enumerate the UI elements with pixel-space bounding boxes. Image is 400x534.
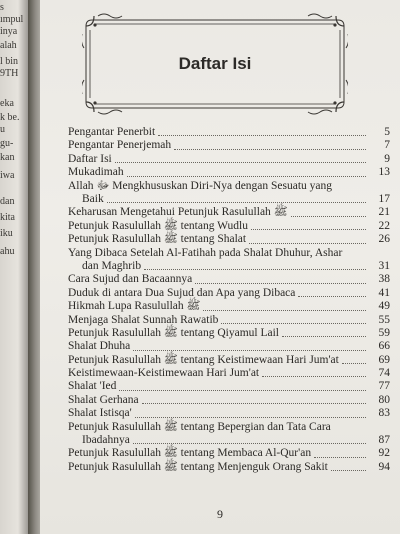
toc-entry-title: Menjaga Shalat Sunnah Rawatib xyxy=(68,313,219,326)
toc-entry-title: Shalat 'Ied xyxy=(68,380,117,393)
toc-entry-page: 83 xyxy=(378,407,390,420)
leader-dots xyxy=(298,296,366,297)
toc-entry-title: Yang Dibaca Setelah Al-Fatihah pada Shalat Dhuhur, Ashar xyxy=(68,246,343,259)
toc-entry-page: 94 xyxy=(378,460,390,473)
page-number: 9 xyxy=(217,507,223,521)
toc-entry[interactable] xyxy=(68,273,390,286)
toc-entry[interactable] xyxy=(68,247,390,274)
toc-entry-page: 49 xyxy=(378,300,390,313)
toc-entry-page: 5 xyxy=(384,126,390,138)
leader-dots xyxy=(331,470,366,471)
leader-dots xyxy=(195,283,366,284)
toc-entry-page: 38 xyxy=(378,273,390,286)
toc-entry-title: Petunjuk Rasulullah ﷺ tentang Membaca Al-Qur'an xyxy=(68,447,312,460)
toc-entry-page: 74 xyxy=(378,367,390,380)
left-page-text-fragment: gu- xyxy=(0,138,14,149)
table-of-contents xyxy=(68,126,390,474)
left-page-text-fragment: dan xyxy=(0,196,15,207)
toc-entry-page: 80 xyxy=(378,393,390,406)
leader-dots xyxy=(158,135,366,136)
left-page-text-fragment: 9TH xyxy=(0,68,19,79)
left-page-text-fragment: kan xyxy=(0,152,15,163)
toc-entry-title: Cara Sujud dan Bacaannya xyxy=(68,273,193,286)
left-page-text-fragment: kita xyxy=(0,212,15,223)
leader-dots xyxy=(133,443,366,444)
left-page-text-fragment: ahu xyxy=(0,246,15,257)
toc-entry-title: Daftar Isi xyxy=(68,152,112,165)
leader-dots xyxy=(127,176,366,177)
leader-dots xyxy=(203,310,366,311)
toc-entry-title: Hikmah Lupa Rasulullah ﷺ xyxy=(68,300,201,313)
leader-dots xyxy=(142,403,366,404)
toc-entry[interactable] xyxy=(68,300,390,313)
leader-dots xyxy=(342,363,366,364)
leader-dots xyxy=(262,376,366,377)
left-page-text-fragment: s xyxy=(0,2,4,13)
toc-entry-page: 69 xyxy=(378,353,390,366)
leader-dots xyxy=(144,269,366,270)
toc-entry-page: 26 xyxy=(378,233,390,246)
toc-entry-title: Keistimewaan-Keistimewaan Hari Jum'at xyxy=(68,367,260,380)
toc-entry[interactable] xyxy=(68,327,390,340)
left-page-text-fragment: eka xyxy=(0,98,14,109)
toc-entry-title: Pengantar Penerbit xyxy=(68,126,156,138)
leader-dots xyxy=(133,350,366,351)
page-title: Daftar Isi xyxy=(178,54,252,73)
toc-entry[interactable] xyxy=(68,206,390,219)
toc-entry-title: Duduk di antara Dua Sujud dan Apa yang Dibaca xyxy=(68,286,296,299)
leader-dots xyxy=(314,457,366,458)
toc-entry-title: Petunjuk Rasulullah ﷺ tentang Keistimewaan Hari Jum'at xyxy=(68,353,339,366)
left-page-text-fragment: iku xyxy=(0,228,13,239)
toc-entry-title-continued: Baik xyxy=(82,192,104,205)
toc-entry[interactable] xyxy=(68,287,390,300)
toc-entry[interactable] xyxy=(68,126,390,139)
toc-entry-title: Allah ﷻ Mengkhususkan Diri-Nya dengan Sesuatu yang xyxy=(68,179,333,192)
toc-entry[interactable] xyxy=(68,407,390,420)
toc-entry-title: Petunjuk Rasulullah ﷺ tentang Qiyamul Lail xyxy=(68,326,279,339)
toc-entry-page: 9 xyxy=(384,152,390,165)
toc-entry-title: Petunjuk Rasulullah ﷺ tentang Menjenguk Orang Sakit xyxy=(68,460,328,473)
leader-dots xyxy=(249,243,366,244)
toc-entry[interactable] xyxy=(68,139,390,152)
toc-entry[interactable] xyxy=(68,394,390,407)
leader-dots xyxy=(135,417,366,418)
toc-entry-title: Petunjuk Rasulullah ﷺ tentang Bepergian dan Tata Cara xyxy=(68,420,331,433)
leader-dots xyxy=(251,229,366,230)
leader-dots xyxy=(174,149,366,150)
toc-entry[interactable] xyxy=(68,233,390,246)
toc-entry[interactable] xyxy=(68,367,390,380)
left-page-text-fragment: iwa xyxy=(0,170,15,181)
left-page-text-fragment: inya xyxy=(0,26,18,37)
toc-entry-page: 87 xyxy=(378,434,390,447)
left-page-text-fragment: ımpul xyxy=(0,14,24,25)
toc-entry-title: Shalat Istisqa' xyxy=(68,407,132,420)
toc-entry-page: 21 xyxy=(378,206,390,219)
toc-entry[interactable] xyxy=(68,354,390,367)
toc-entry-title: Pengantar Penerjemah xyxy=(68,139,172,152)
toc-entry-page: 22 xyxy=(378,219,390,232)
toc-entry-title: Mukadimah xyxy=(68,166,124,179)
toc-entry-page: 55 xyxy=(378,313,390,326)
toc-entry[interactable] xyxy=(68,220,390,233)
title-frame xyxy=(82,12,348,116)
toc-entry[interactable] xyxy=(68,153,390,166)
leader-dots xyxy=(291,216,366,217)
toc-entry[interactable] xyxy=(68,380,390,393)
left-page-text-fragment: k be. xyxy=(0,112,20,123)
toc-entry-page: 31 xyxy=(378,259,390,272)
toc-entry-title-continued: dan Maghrib xyxy=(82,259,142,272)
leader-dots xyxy=(107,202,366,203)
left-page-text-fragment: l bin xyxy=(0,56,19,67)
left-page-text-fragment: alah xyxy=(0,40,17,51)
toc-entry-title: Keharusan Mengetahui Petunjuk Rasulullah ﷺ xyxy=(68,206,288,219)
leader-dots xyxy=(221,323,366,324)
toc-entry-page: 13 xyxy=(378,166,390,179)
leader-dots xyxy=(115,162,366,163)
leader-dots xyxy=(119,390,366,391)
toc-entry-title: Petunjuk Rasulullah ﷺ tentang Wudlu xyxy=(68,219,248,232)
toc-entry-page: 59 xyxy=(378,326,390,339)
toc-entry-title: Shalat Dhuha xyxy=(68,340,131,353)
toc-entry[interactable] xyxy=(68,166,390,179)
left-page-edge xyxy=(0,0,30,534)
toc-entry-title: Petunjuk Rasulullah ﷺ tentang Shalat xyxy=(68,233,247,246)
toc-entry-page: 66 xyxy=(378,340,390,353)
toc-entry-title-continued: Ibadahnya xyxy=(82,434,130,447)
toc-entry[interactable] xyxy=(68,447,390,460)
book-page xyxy=(40,0,400,534)
toc-entry-title: Shalat Gerhana xyxy=(68,393,139,406)
toc-entry[interactable] xyxy=(68,180,390,207)
toc-entry[interactable] xyxy=(68,461,390,474)
toc-entry[interactable] xyxy=(68,314,390,327)
toc-entry-page: 7 xyxy=(384,139,390,152)
toc-entry[interactable] xyxy=(68,340,390,353)
left-page-text-fragment: u ⁠ ⁠ ⁠ ⁠ xyxy=(0,124,15,135)
leader-dots xyxy=(282,336,366,337)
toc-entry-page: 17 xyxy=(378,192,390,205)
toc-entry-page: 77 xyxy=(378,380,390,393)
toc-entry-page: 92 xyxy=(378,447,390,460)
toc-entry-page: 41 xyxy=(378,286,390,299)
toc-entry[interactable] xyxy=(68,421,390,448)
